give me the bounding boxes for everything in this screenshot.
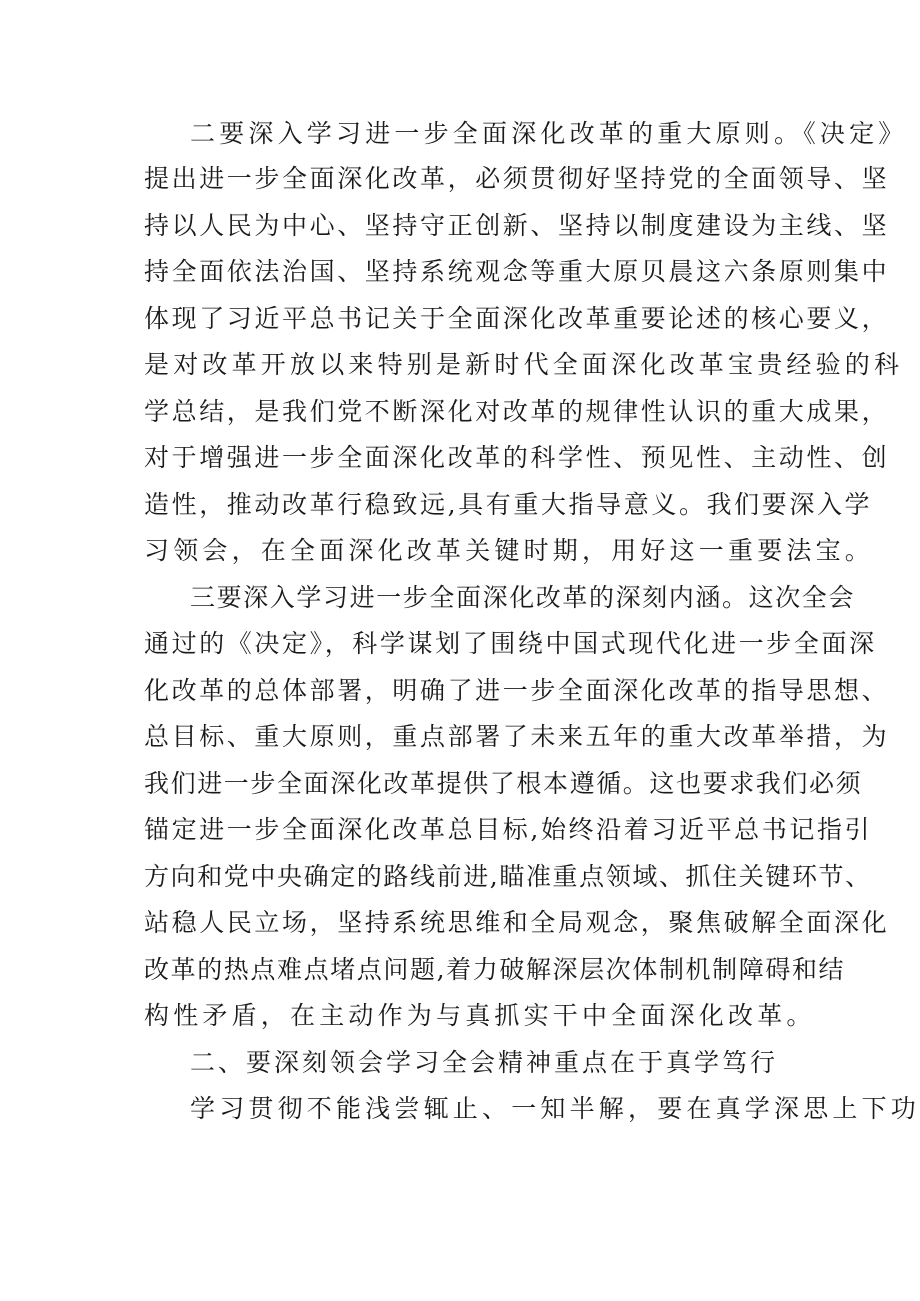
paragraph-3-line-1: 三要深入学习进一步全面深化改革的深刻内涵。这次全会 — [190, 583, 856, 612]
paragraph-3-line-8: 站稳人民立场，坚持系统思维和全局观念，聚焦破解全面深化 — [144, 908, 890, 937]
paragraph-4-line-1: 学习贯彻不能浅尝辄止、一知半解，要在真学深思上下功 — [190, 1094, 920, 1123]
paragraph-3-line-10: 构性矛盾，在主动作为与真抓实干中全面深化改革。 — [144, 1001, 816, 1030]
paragraph-2-line-7: 学总结，是我们党不断深化对改革的规律性认识的重大成果， — [144, 397, 890, 426]
paragraph-2-line-10: 习领会，在全面深化改革关键时期，用好这一重要法宝。 — [144, 536, 875, 565]
paragraph-2-line-1: 二要深入学习进一步全面深化改革的重大原则。《决定》 — [190, 119, 908, 148]
paragraph-3-line-6: 锚定进一步全面深化改革总目标,始终沿着习近平总书记指引 — [144, 815, 873, 844]
paragraph-2-line-9: 造性，推动改革行稳致远,具有重大指导意义。我们要深入学 — [144, 490, 873, 519]
paragraph-2-line-5: 体现了习近平总书记关于全面深化改革重要论述的核心要义， — [144, 304, 890, 333]
paragraph-2-line-6: 是对改革开放以来特别是新时代全面深化改革宝贵经验的科 — [144, 350, 904, 379]
section-heading: 二、要深刻领会学习全会精神重点在于真学笃行 — [190, 1048, 779, 1077]
paragraph-3-line-7: 方向和党中央确定的路线前进,瞄准重点领域、抓住关键环节、 — [144, 862, 872, 891]
paragraph-3-line-9: 改革的热点难点堵点问题,着力破解深层次体制机制障碍和结 — [144, 955, 846, 984]
paragraph-3-line-3: 化改革的总体部署，明确了进一步全面深化改革的指导思想、 — [144, 676, 890, 705]
paragraph-3-line-2: 通过的《决定》，科学谋划了围绕中国式现代化进一步全面深 — [144, 629, 877, 658]
paragraph-2-line-4: 持全面依法治国、坚持系统观念等重大原贝晨这六条原则集中 — [144, 257, 890, 286]
paragraph-2-line-2: 提出进一步全面深化改革，必须贯彻好坚持党的全面领导、坚 — [144, 164, 890, 193]
paragraph-3-line-5: 我们进一步全面深化改革提供了根本遵循。这也要求我们必须 — [144, 769, 863, 798]
paragraph-3-line-4: 总目标、重大原则，重点部署了未来五年的重大改革举措，为 — [144, 722, 890, 751]
paragraph-2-line-8: 对于增强进一步全面深化改革的科学性、预见性、主动性、创 — [144, 443, 890, 472]
paragraph-2-line-3: 持以人民为中心、坚持守正创新、坚持以制度建设为主线、坚 — [144, 211, 890, 240]
